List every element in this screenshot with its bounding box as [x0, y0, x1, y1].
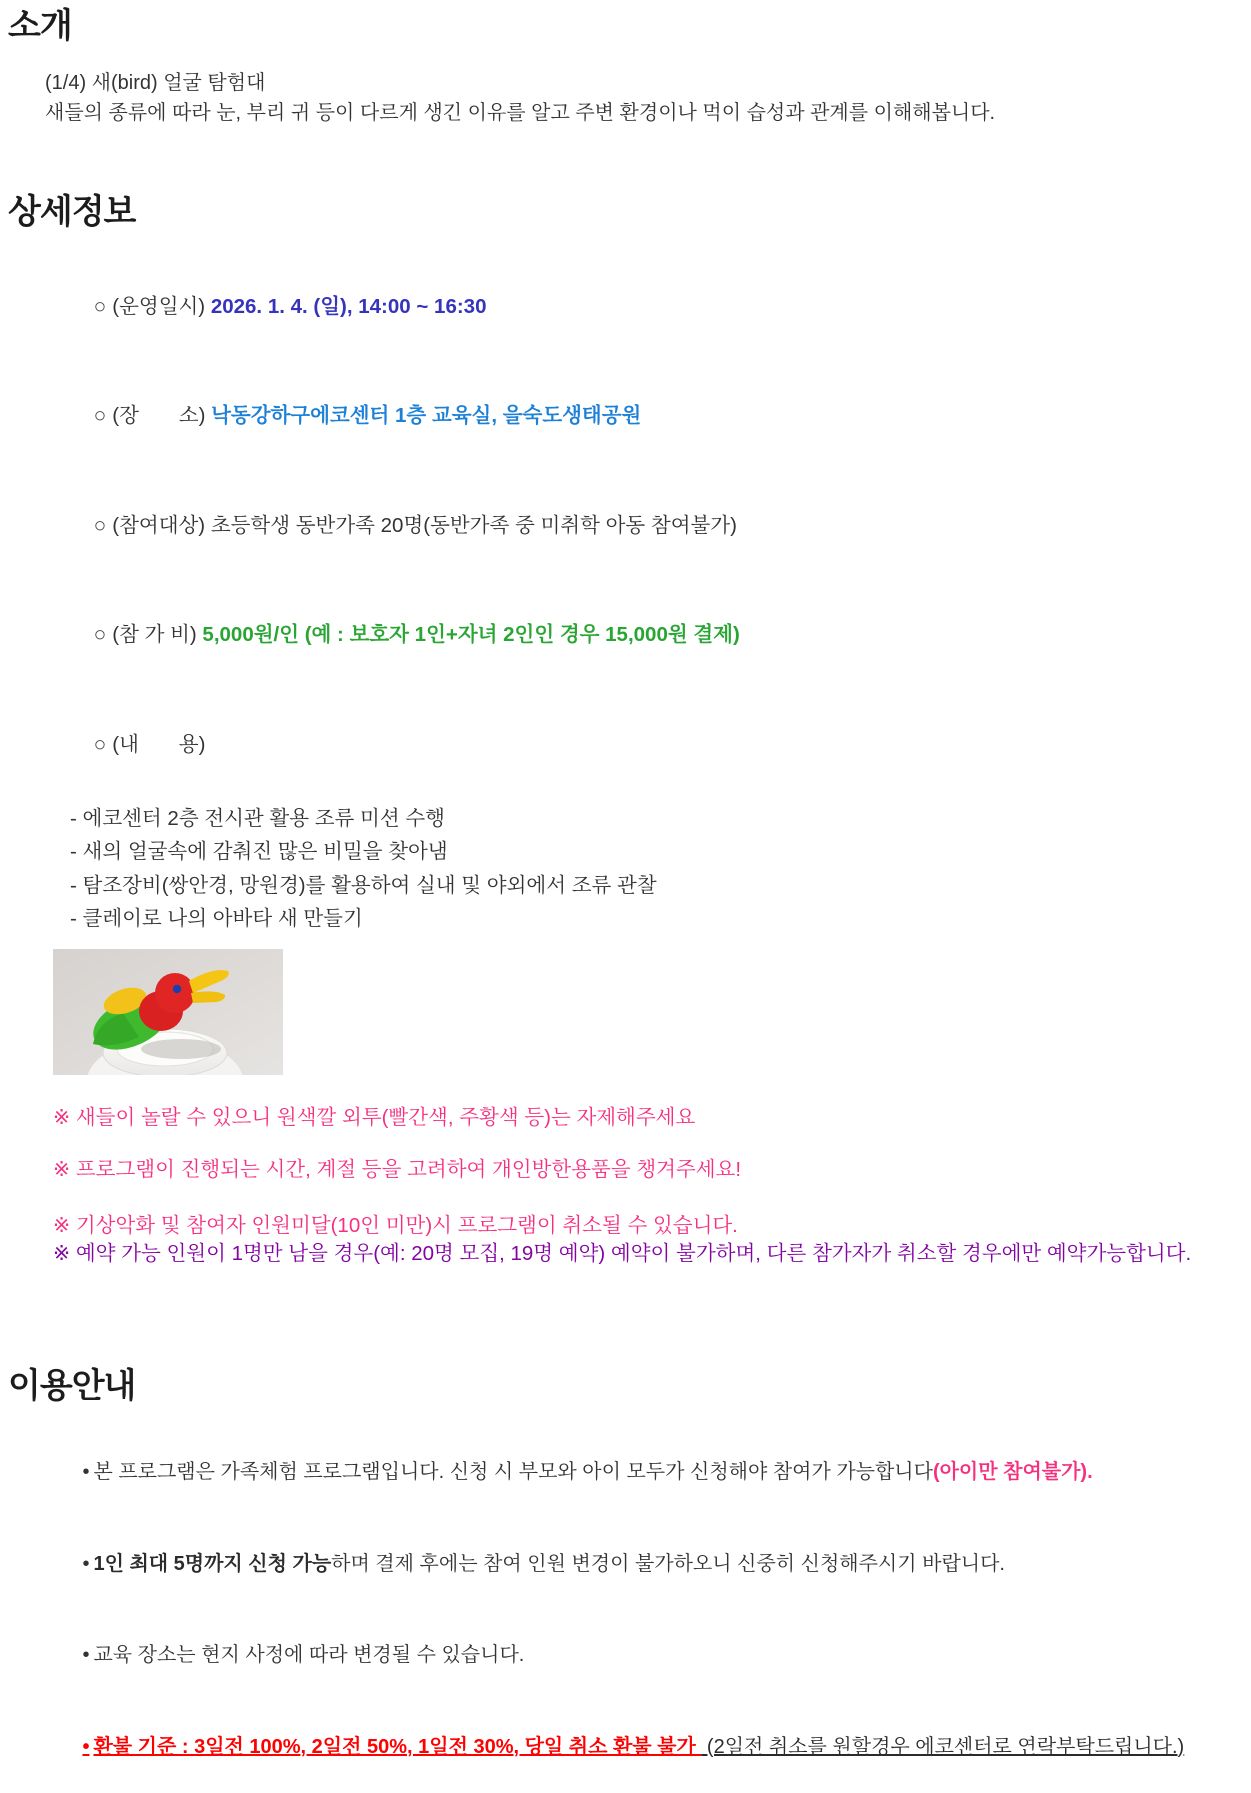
detail-label: (장 소): [112, 404, 212, 427]
bullet-icon: •: [82, 1461, 90, 1483]
detail-label: (운영일시): [112, 294, 211, 318]
guide-text-bold: 1인 최대 5명까지 신청 가능: [93, 1552, 332, 1575]
program-description: 새들의 종류에 따라 눈, 부리 귀 등이 다르게 생긴 이유를 알고 주변 환경이나 먹이 습성과 관계를 이해해봅니다.: [45, 102, 996, 124]
bullet-icon: •: [82, 1644, 90, 1666]
note-reservation: ※ 예약 가능 인원이 1명만 남을 경우(예: 20명 모집, 19명 예약) 예약이 불가하며, 다른 참가자가 취소할 경우에만 예약가능합니다.: [53, 1241, 1192, 1265]
guide-max-people: [38, 1518, 1241, 1610]
detail-label: (내 용): [112, 732, 206, 756]
detail-fee-value: 5,000원/인 (예 : 보호자 1인+자녀 2인인 경우 15,000원 결제): [202, 623, 740, 646]
content-item: - 클레이로 나의 아바타 새 만들기: [70, 907, 363, 930]
note-warm-items: ※ 프로그램이 진행되는 시간, 계절 등을 고려하여 개인방한용품을 챙겨주세요!: [53, 1157, 742, 1181]
detail-place: [48, 362, 1241, 472]
content-item: - 새의 얼굴속에 감춰진 많은 비밀을 찾아냄: [70, 840, 448, 863]
bullet-icon: •: [82, 1552, 90, 1575]
program-title: (1/4) 새(bird) 얼굴 탐험대: [45, 72, 266, 94]
circle-marker-icon: ○: [93, 404, 107, 427]
content-item: - 에코센터 2층 전시관 활용 조류 미션 수행: [70, 806, 445, 830]
section-guide: [8, 1366, 1241, 1793]
refund-policy-text: 환불 기준 : 3일전 100%, 2일전 50%, 1일전 30%, 당일 취소 환불 불가: [93, 1735, 702, 1758]
section-details: [8, 192, 1241, 1267]
detail-label: (참 가 비): [112, 623, 203, 646]
clay-bird-photo: [53, 949, 283, 1075]
details-heading: 상세정보: [8, 193, 136, 231]
note-cancellation: ※ 기상악화 및 참여자 인원미달(10인 미만)시 프로그램이 취소될 수 있습니다.: [53, 1213, 738, 1237]
detail-place-value: 낙동강하구에코센터 1층 교육실, 을숙도생태공원: [211, 404, 642, 427]
note-bird-clothing: ※ 새들이 놀랄 수 있으니 원색깔 외투(빨간색, 주황색 등)는 자제해주세요: [53, 1105, 696, 1129]
circle-marker-icon: ○: [93, 623, 107, 646]
detail-schedule-value: 2026. 1. 4. (일), 14:00 ~ 16:30: [210, 294, 487, 318]
guide-refund-policy: [38, 1701, 1241, 1793]
guide-location-change: [38, 1610, 1241, 1702]
circle-marker-icon: ○: [93, 513, 107, 537]
guide-text: 하며 결제 후에는 참여 인원 변경이 불가하오니 신중히 신청해주시기 바랍니다.: [331, 1552, 1005, 1575]
guide-text: 본 프로그램은 가족체험 프로그램입니다. 신청 시 부모와 아이 모두가 신청해야 참여가 가능합니다: [93, 1461, 933, 1483]
guide-heading: 이용안내: [8, 1366, 136, 1405]
detail-target: [48, 471, 1241, 581]
detail-fee: [48, 581, 1241, 691]
content-item: - 탐조장비(쌍안경, 망원경)를 활용하여 실내 및 야외에서 조류 관찰: [70, 873, 657, 897]
intro-heading: 소개: [8, 7, 72, 45]
detail-target-text: (참여대상) 초등학생 동반가족 20명(동반가족 중 미취학 아동 참여불가): [112, 513, 737, 537]
section-intro: [8, 6, 1241, 128]
detail-schedule: [48, 252, 1241, 362]
guide-family-rule: [38, 1427, 1241, 1519]
refund-contact-text: (2일전 취소를 원할경우 에코센터로 연락부탁드립니다.): [701, 1735, 1185, 1758]
circle-marker-icon: ○: [93, 294, 107, 318]
guide-text-highlight: (아이만 참여불가).: [932, 1461, 1093, 1483]
guide-text: 교육 장소는 현지 사정에 따라 변경될 수 있습니다.: [93, 1644, 525, 1666]
detail-content: [48, 690, 1241, 800]
bullet-icon: •: [82, 1735, 90, 1758]
circle-marker-icon: ○: [93, 732, 107, 756]
